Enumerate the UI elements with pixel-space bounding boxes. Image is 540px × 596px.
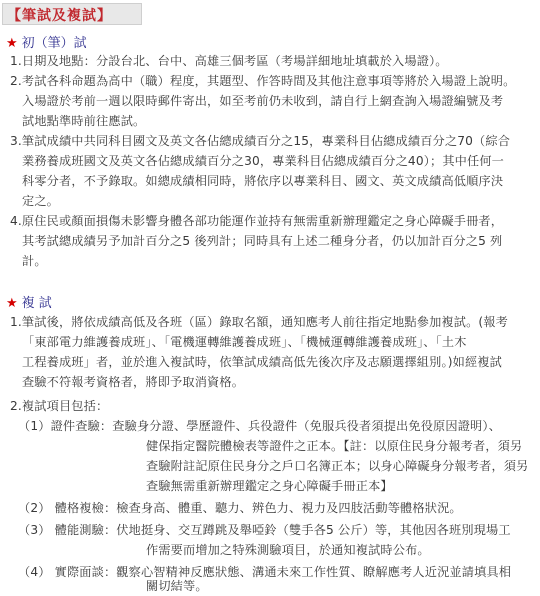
text-line: 關切結等。 [146,579,208,593]
section-heading-written-exam [6,32,87,51]
text-line: 其考試總成績另予加計百分之5 後列計；同時具有上述二種身分者，仍以加計百分之5 列 [22,234,503,248]
text-line: 1.筆試後，將依成績高低及各班（區）錄取名額，通知應考人前往指定地點參加複試。(報考 [10,315,508,329]
text-line: 計。 [22,254,47,268]
text-line: （2） 體格複檢：檢查身高、體重、聽力、辨色力、視力及四肢活動等體格狀況。 [18,501,462,515]
text-line: 「東部電力維護養成班」、「電機運轉維護養成班」、「機械運轉維護養成班」、「土木 [22,335,467,349]
section-heading-second-exam [6,292,52,311]
text-line: 1.日期及地點：分設台北、台中、高雄三個考區（考場詳細地址填載於入場證）。 [10,54,448,68]
text-line: 入場證於考前一週以限時郵件寄出，如至考前仍未收到，請自行上網查詢入場證編號及考 [22,94,504,108]
banner-title: 【筆試及複試】 [7,8,112,24]
text-line: （3） 體能測驗：伏地挺身、交互蹲跳及舉啞鈴（雙手各5 公斤）等，其他因各班別現場工 [18,523,511,537]
text-line: 科零分者，不予錄取。如總成績相同時，將依序以專業科目、國文、英文成績高低順序決 [22,174,504,188]
section-banner [2,3,142,25]
text-line: 工程養成班」者，並於進入複試時，依筆試成績高低先後次序及志願選擇組別。)如經複試 [22,355,502,369]
text-line: 3.筆試成績中共同科目國文及英文各佔總成績百分之15，專業科目佔總成績百分之70（綜合 [10,134,511,148]
text-line: 定之。 [22,194,60,208]
text-line: 查驗不符報考資格者，將即予取消資格。 [22,375,245,389]
text-line: 作需要而增加之特殊測驗項目，於通知複試時公布。 [146,543,430,557]
text-line: 試地點準時前往應試。 [22,114,146,128]
text-line: 業務養成班國文及英文各佔總成績百分之30，專業科目佔總成績百分之40）；其中任何一 [22,154,505,168]
text-line: 健保指定醫院體檢表等證件之正本。【註：以原住民身分報考者，須另 [146,439,523,453]
star-icon: ★ [6,296,18,311]
text-line: 查驗無需重新辦理鑑定之身心障礙手冊正本】 [146,479,393,493]
text-line: 查驗附註記原住民身分之戶口名簿正本；以身心障礙身分報考者，須另 [146,459,529,473]
text-line: （4） 實際面談：觀察心智精神反應狀態、溝通未來工作性質、瞭解應考人近況並請填具相 [18,565,512,579]
heading-text: 複 試 [21,296,52,311]
text-line: 2.考試各科命題為高中（職）程度，其題型、作答時間及其他注意事項等將於入場證上說明。 [10,74,516,88]
text-line: 4.原住民或顏面損傷未影響身體各部功能運作並持有無需重新辦理鑑定之身心障礙手冊者， [10,214,504,228]
text-line: （1）證件查驗：查驗身分證、學歷證件、兵役證件（免服兵役者須提出免役原因證明）、 [18,419,501,433]
star-icon: ★ [6,36,18,51]
text-line: 2.複試項目包括： [10,399,109,413]
heading-text: 初（筆）試 [21,36,87,51]
